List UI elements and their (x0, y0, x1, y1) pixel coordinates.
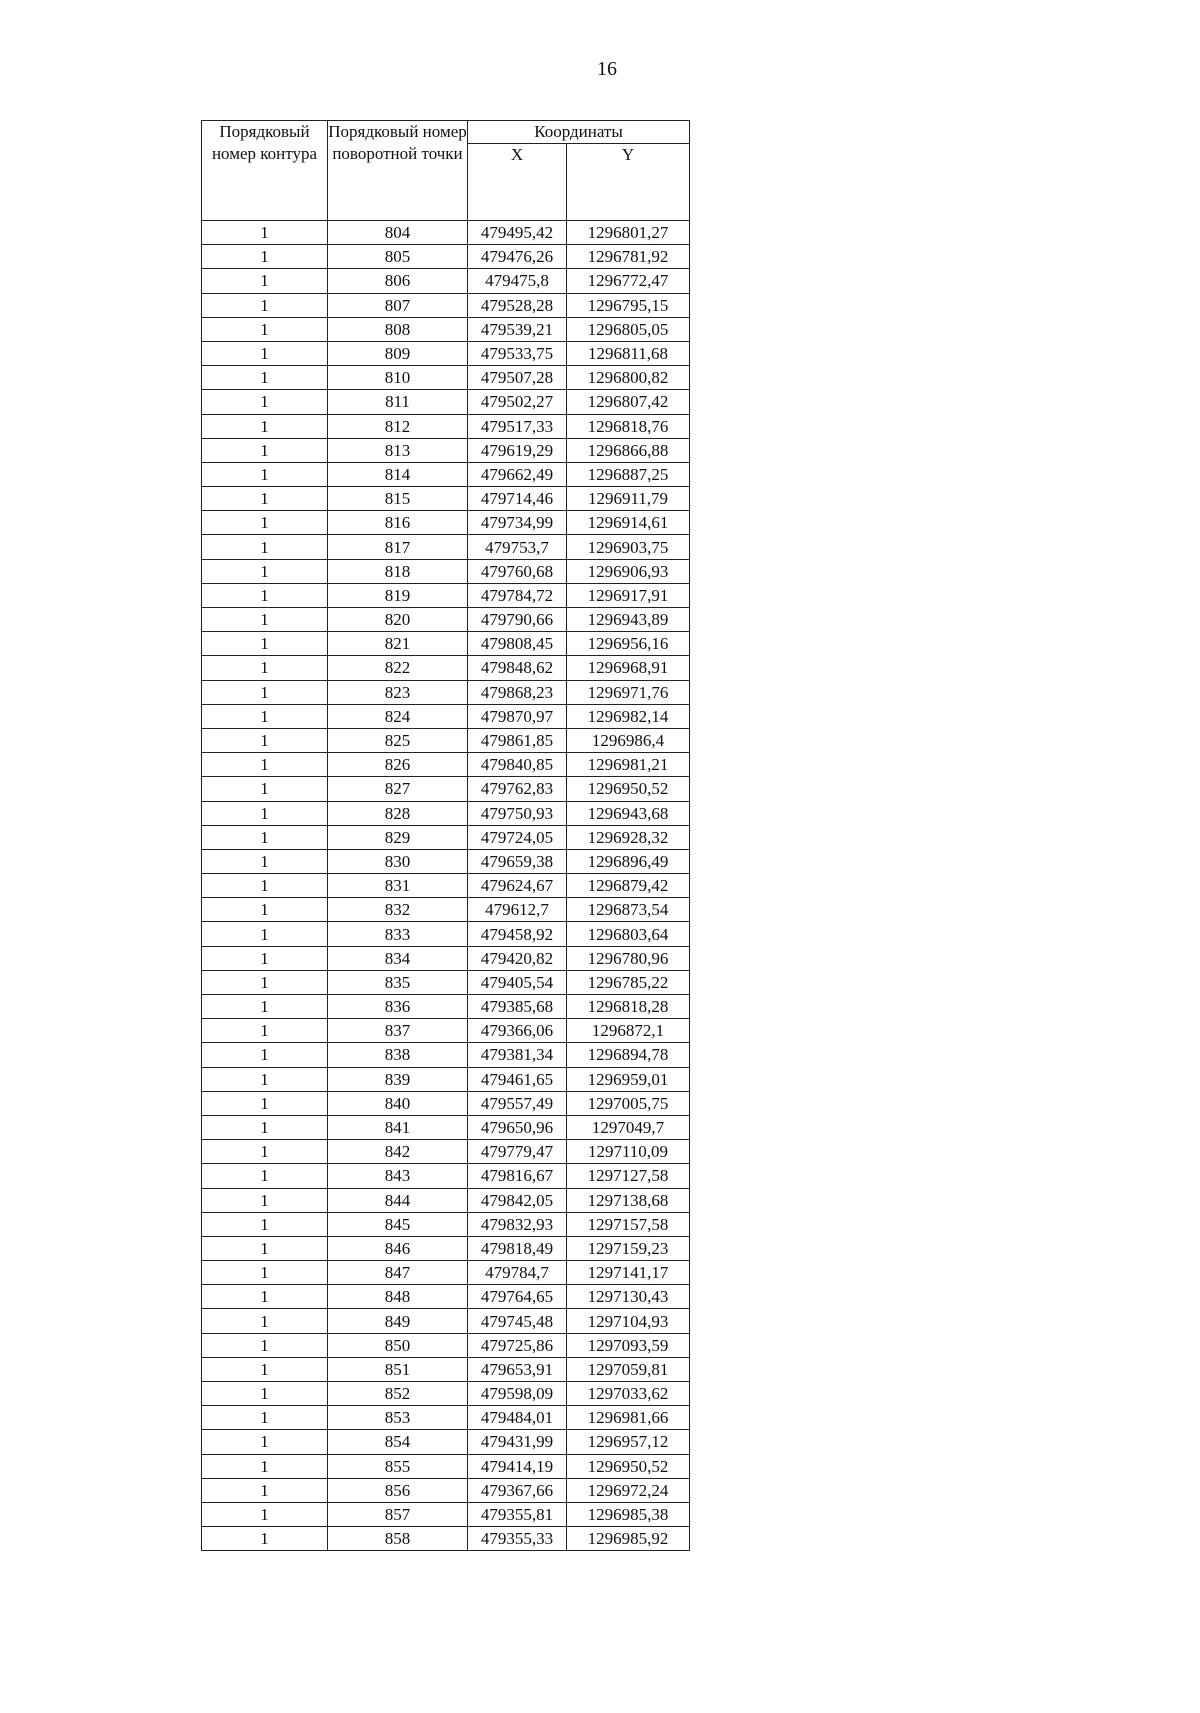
cell-x: 479868,23 (468, 680, 567, 704)
cell-y: 1296785,22 (567, 970, 690, 994)
table-row (202, 1285, 690, 1309)
cell-y: 1296982,14 (567, 704, 690, 728)
cell-point-number: 820 (328, 608, 468, 632)
cell-point-number: 829 (328, 825, 468, 849)
cell-y: 1296985,38 (567, 1502, 690, 1526)
cell-y: 1296968,91 (567, 656, 690, 680)
cell-x: 479784,72 (468, 583, 567, 607)
table-row (202, 1454, 690, 1478)
cell-x: 479495,42 (468, 221, 567, 245)
cell-contour-number: 1 (202, 221, 328, 245)
cell-contour-number: 1 (202, 245, 328, 269)
table-row (202, 1091, 690, 1115)
cell-contour-number: 1 (202, 1382, 328, 1406)
cell-x: 479832,93 (468, 1212, 567, 1236)
cell-contour-number: 1 (202, 1502, 328, 1526)
table-row (202, 825, 690, 849)
cell-x: 479355,81 (468, 1502, 567, 1526)
header-contour-number: Порядковый номер контура (202, 121, 328, 221)
cell-x: 479753,7 (468, 535, 567, 559)
cell-contour-number: 1 (202, 608, 328, 632)
cell-y: 1296803,64 (567, 922, 690, 946)
cell-contour-number: 1 (202, 1115, 328, 1139)
table-row (202, 1527, 690, 1551)
cell-x: 479502,27 (468, 390, 567, 414)
cell-y: 1297157,58 (567, 1212, 690, 1236)
table-row (202, 1212, 690, 1236)
cell-x: 479533,75 (468, 341, 567, 365)
cell-point-number: 833 (328, 922, 468, 946)
cell-y: 1296956,16 (567, 632, 690, 656)
cell-y: 1297130,43 (567, 1285, 690, 1309)
cell-contour-number: 1 (202, 1454, 328, 1478)
cell-contour-number: 1 (202, 293, 328, 317)
cell-y: 1296818,28 (567, 995, 690, 1019)
cell-point-number: 834 (328, 946, 468, 970)
cell-x: 479818,49 (468, 1236, 567, 1260)
cell-point-number: 808 (328, 317, 468, 341)
cell-y: 1296971,76 (567, 680, 690, 704)
table-row (202, 1236, 690, 1260)
cell-contour-number: 1 (202, 632, 328, 656)
header-x: X (468, 144, 567, 221)
cell-y: 1296818,76 (567, 414, 690, 438)
cell-point-number: 827 (328, 777, 468, 801)
cell-y: 1297049,7 (567, 1115, 690, 1139)
table-row (202, 632, 690, 656)
cell-point-number: 810 (328, 366, 468, 390)
cell-x: 479745,48 (468, 1309, 567, 1333)
cell-y: 1296896,49 (567, 849, 690, 873)
cell-contour-number: 1 (202, 535, 328, 559)
cell-contour-number: 1 (202, 801, 328, 825)
cell-y: 1296873,54 (567, 898, 690, 922)
table-row (202, 608, 690, 632)
cell-point-number: 846 (328, 1236, 468, 1260)
cell-point-number: 806 (328, 269, 468, 293)
cell-point-number: 845 (328, 1212, 468, 1236)
table-row (202, 1333, 690, 1357)
cell-contour-number: 1 (202, 825, 328, 849)
cell-x: 479650,96 (468, 1115, 567, 1139)
cell-y: 1296781,92 (567, 245, 690, 269)
table-header (202, 121, 690, 221)
cell-y: 1296866,88 (567, 438, 690, 462)
cell-x: 479750,93 (468, 801, 567, 825)
cell-y: 1297127,58 (567, 1164, 690, 1188)
table-row (202, 245, 690, 269)
cell-y: 1297110,09 (567, 1140, 690, 1164)
cell-contour-number: 1 (202, 1261, 328, 1285)
cell-contour-number: 1 (202, 1357, 328, 1381)
table-row (202, 777, 690, 801)
table-row (202, 1188, 690, 1212)
cell-y: 1296772,47 (567, 269, 690, 293)
cell-contour-number: 1 (202, 704, 328, 728)
cell-contour-number: 1 (202, 753, 328, 777)
cell-contour-number: 1 (202, 728, 328, 752)
cell-point-number: 841 (328, 1115, 468, 1139)
cell-y: 1296780,96 (567, 946, 690, 970)
cell-contour-number: 1 (202, 366, 328, 390)
cell-x: 479366,06 (468, 1019, 567, 1043)
cell-x: 479725,86 (468, 1333, 567, 1357)
cell-point-number: 842 (328, 1140, 468, 1164)
cell-x: 479367,66 (468, 1478, 567, 1502)
table-row (202, 390, 690, 414)
cell-x: 479475,8 (468, 269, 567, 293)
cell-x: 479431,99 (468, 1430, 567, 1454)
cell-point-number: 818 (328, 559, 468, 583)
cell-point-number: 839 (328, 1067, 468, 1091)
cell-point-number: 824 (328, 704, 468, 728)
cell-x: 479714,46 (468, 487, 567, 511)
cell-x: 479808,45 (468, 632, 567, 656)
table-row (202, 1115, 690, 1139)
cell-contour-number: 1 (202, 1091, 328, 1115)
cell-point-number: 855 (328, 1454, 468, 1478)
cell-contour-number: 1 (202, 777, 328, 801)
cell-y: 1296986,4 (567, 728, 690, 752)
table-row (202, 438, 690, 462)
table-row (202, 462, 690, 486)
cell-y: 1296807,42 (567, 390, 690, 414)
cell-y: 1296887,25 (567, 462, 690, 486)
cell-contour-number: 1 (202, 1333, 328, 1357)
cell-y: 1296981,66 (567, 1406, 690, 1430)
cell-x: 479842,05 (468, 1188, 567, 1212)
table-row (202, 995, 690, 1019)
cell-y: 1296872,1 (567, 1019, 690, 1043)
cell-contour-number: 1 (202, 1527, 328, 1551)
cell-x: 479760,68 (468, 559, 567, 583)
cell-x: 479528,28 (468, 293, 567, 317)
cell-y: 1296795,15 (567, 293, 690, 317)
cell-point-number: 807 (328, 293, 468, 317)
table-row (202, 898, 690, 922)
cell-point-number: 856 (328, 1478, 468, 1502)
cell-contour-number: 1 (202, 1236, 328, 1260)
table-row (202, 1309, 690, 1333)
cell-contour-number: 1 (202, 898, 328, 922)
cell-x: 479653,91 (468, 1357, 567, 1381)
cell-contour-number: 1 (202, 390, 328, 414)
cell-contour-number: 1 (202, 1285, 328, 1309)
table-row (202, 317, 690, 341)
cell-y: 1296985,92 (567, 1527, 690, 1551)
cell-contour-number: 1 (202, 1212, 328, 1236)
cell-x: 479724,05 (468, 825, 567, 849)
table-row (202, 1140, 690, 1164)
cell-x: 479405,54 (468, 970, 567, 994)
cell-contour-number: 1 (202, 874, 328, 898)
cell-x: 479507,28 (468, 366, 567, 390)
table-row (202, 1067, 690, 1091)
table-row (202, 922, 690, 946)
cell-y: 1296805,05 (567, 317, 690, 341)
cell-x: 479461,65 (468, 1067, 567, 1091)
cell-x: 479414,19 (468, 1454, 567, 1478)
coordinates-table (201, 120, 690, 1551)
table-row (202, 414, 690, 438)
cell-y: 1296800,82 (567, 366, 690, 390)
cell-contour-number: 1 (202, 995, 328, 1019)
cell-y: 1296914,61 (567, 511, 690, 535)
cell-point-number: 830 (328, 849, 468, 873)
cell-point-number: 838 (328, 1043, 468, 1067)
table-row (202, 946, 690, 970)
cell-contour-number: 1 (202, 511, 328, 535)
cell-point-number: 815 (328, 487, 468, 511)
table-row (202, 293, 690, 317)
cell-y: 1297104,93 (567, 1309, 690, 1333)
cell-y: 1296943,68 (567, 801, 690, 825)
cell-point-number: 823 (328, 680, 468, 704)
table-row (202, 1357, 690, 1381)
table-row (202, 1164, 690, 1188)
cell-x: 479870,97 (468, 704, 567, 728)
cell-x: 479784,7 (468, 1261, 567, 1285)
cell-point-number: 826 (328, 753, 468, 777)
cell-y: 1297033,62 (567, 1382, 690, 1406)
cell-contour-number: 1 (202, 1188, 328, 1212)
cell-x: 479484,01 (468, 1406, 567, 1430)
cell-contour-number: 1 (202, 559, 328, 583)
cell-point-number: 853 (328, 1406, 468, 1430)
table-row (202, 874, 690, 898)
cell-point-number: 854 (328, 1430, 468, 1454)
cell-x: 479557,49 (468, 1091, 567, 1115)
table-row (202, 1043, 690, 1067)
cell-y: 1296957,12 (567, 1430, 690, 1454)
table-row (202, 970, 690, 994)
cell-point-number: 817 (328, 535, 468, 559)
cell-contour-number: 1 (202, 317, 328, 341)
cell-contour-number: 1 (202, 487, 328, 511)
cell-y: 1297159,23 (567, 1236, 690, 1260)
cell-point-number: 813 (328, 438, 468, 462)
cell-point-number: 858 (328, 1527, 468, 1551)
cell-x: 479612,7 (468, 898, 567, 922)
cell-y: 1296917,91 (567, 583, 690, 607)
cell-contour-number: 1 (202, 462, 328, 486)
cell-y: 1296894,78 (567, 1043, 690, 1067)
cell-x: 479517,33 (468, 414, 567, 438)
cell-point-number: 848 (328, 1285, 468, 1309)
cell-x: 479734,99 (468, 511, 567, 535)
cell-point-number: 828 (328, 801, 468, 825)
table-row (202, 583, 690, 607)
cell-contour-number: 1 (202, 946, 328, 970)
cell-point-number: 849 (328, 1309, 468, 1333)
table-row (202, 801, 690, 825)
cell-contour-number: 1 (202, 1430, 328, 1454)
cell-x: 479598,09 (468, 1382, 567, 1406)
header-coordinates: Координаты (468, 121, 690, 144)
table-row (202, 1502, 690, 1526)
cell-x: 479840,85 (468, 753, 567, 777)
header-y: Y (567, 144, 690, 221)
cell-y: 1296972,24 (567, 1478, 690, 1502)
table-row (202, 656, 690, 680)
cell-x: 479476,26 (468, 245, 567, 269)
table-row (202, 1430, 690, 1454)
table-row (202, 849, 690, 873)
cell-x: 479381,34 (468, 1043, 567, 1067)
cell-point-number: 843 (328, 1164, 468, 1188)
cell-contour-number: 1 (202, 680, 328, 704)
cell-y: 1297059,81 (567, 1357, 690, 1381)
table-row (202, 704, 690, 728)
page-number: 16 (597, 58, 617, 80)
cell-point-number: 816 (328, 511, 468, 535)
cell-x: 479458,92 (468, 922, 567, 946)
cell-point-number: 831 (328, 874, 468, 898)
cell-x: 479779,47 (468, 1140, 567, 1164)
table-row (202, 559, 690, 583)
cell-y: 1296981,21 (567, 753, 690, 777)
cell-point-number: 852 (328, 1382, 468, 1406)
cell-x: 479861,85 (468, 728, 567, 752)
cell-point-number: 811 (328, 390, 468, 414)
table-row (202, 1406, 690, 1430)
cell-contour-number: 1 (202, 414, 328, 438)
cell-point-number: 821 (328, 632, 468, 656)
table-row (202, 269, 690, 293)
table-row (202, 487, 690, 511)
table-row (202, 1261, 690, 1285)
table-row (202, 1382, 690, 1406)
cell-x: 479624,67 (468, 874, 567, 898)
cell-x: 479790,66 (468, 608, 567, 632)
cell-contour-number: 1 (202, 1019, 328, 1043)
cell-contour-number: 1 (202, 656, 328, 680)
cell-point-number: 805 (328, 245, 468, 269)
cell-contour-number: 1 (202, 1406, 328, 1430)
cell-point-number: 837 (328, 1019, 468, 1043)
cell-contour-number: 1 (202, 970, 328, 994)
cell-point-number: 825 (328, 728, 468, 752)
cell-y: 1297005,75 (567, 1091, 690, 1115)
table-row (202, 680, 690, 704)
cell-point-number: 847 (328, 1261, 468, 1285)
table-body (202, 221, 690, 1551)
cell-contour-number: 1 (202, 438, 328, 462)
cell-y: 1297138,68 (567, 1188, 690, 1212)
cell-point-number: 804 (328, 221, 468, 245)
cell-y: 1296911,79 (567, 487, 690, 511)
cell-y: 1296943,89 (567, 608, 690, 632)
cell-x: 479539,21 (468, 317, 567, 341)
cell-contour-number: 1 (202, 269, 328, 293)
table-row (202, 341, 690, 365)
table-row (202, 511, 690, 535)
table-row (202, 728, 690, 752)
table-row (202, 221, 690, 245)
cell-x: 479619,29 (468, 438, 567, 462)
cell-point-number: 835 (328, 970, 468, 994)
cell-point-number: 809 (328, 341, 468, 365)
cell-point-number: 844 (328, 1188, 468, 1212)
cell-y: 1296879,42 (567, 874, 690, 898)
cell-point-number: 857 (328, 1502, 468, 1526)
cell-x: 479355,33 (468, 1527, 567, 1551)
header-point-number: Порядковый номер поворотной точки (328, 121, 468, 221)
table-row (202, 1478, 690, 1502)
cell-contour-number: 1 (202, 1140, 328, 1164)
cell-point-number: 840 (328, 1091, 468, 1115)
cell-contour-number: 1 (202, 341, 328, 365)
cell-contour-number: 1 (202, 1067, 328, 1091)
cell-contour-number: 1 (202, 1309, 328, 1333)
cell-contour-number: 1 (202, 1043, 328, 1067)
cell-contour-number: 1 (202, 922, 328, 946)
cell-y: 1296801,27 (567, 221, 690, 245)
cell-x: 479420,82 (468, 946, 567, 970)
cell-x: 479662,49 (468, 462, 567, 486)
cell-point-number: 822 (328, 656, 468, 680)
cell-contour-number: 1 (202, 1478, 328, 1502)
cell-point-number: 814 (328, 462, 468, 486)
table-row (202, 366, 690, 390)
cell-x: 479659,38 (468, 849, 567, 873)
cell-point-number: 812 (328, 414, 468, 438)
table-row (202, 535, 690, 559)
cell-y: 1296950,52 (567, 777, 690, 801)
cell-y: 1296959,01 (567, 1067, 690, 1091)
cell-y: 1296906,93 (567, 559, 690, 583)
cell-x: 479764,65 (468, 1285, 567, 1309)
cell-x: 479762,83 (468, 777, 567, 801)
cell-x: 479816,67 (468, 1164, 567, 1188)
cell-x: 479385,68 (468, 995, 567, 1019)
cell-y: 1296928,32 (567, 825, 690, 849)
table-row (202, 1019, 690, 1043)
cell-contour-number: 1 (202, 583, 328, 607)
cell-contour-number: 1 (202, 1164, 328, 1188)
cell-point-number: 832 (328, 898, 468, 922)
cell-y: 1297093,59 (567, 1333, 690, 1357)
cell-contour-number: 1 (202, 849, 328, 873)
cell-y: 1296903,75 (567, 535, 690, 559)
cell-y: 1297141,17 (567, 1261, 690, 1285)
cell-x: 479848,62 (468, 656, 567, 680)
table-row (202, 753, 690, 777)
cell-point-number: 819 (328, 583, 468, 607)
cell-point-number: 850 (328, 1333, 468, 1357)
cell-y: 1296811,68 (567, 341, 690, 365)
cell-point-number: 836 (328, 995, 468, 1019)
cell-point-number: 851 (328, 1357, 468, 1381)
cell-y: 1296950,52 (567, 1454, 690, 1478)
